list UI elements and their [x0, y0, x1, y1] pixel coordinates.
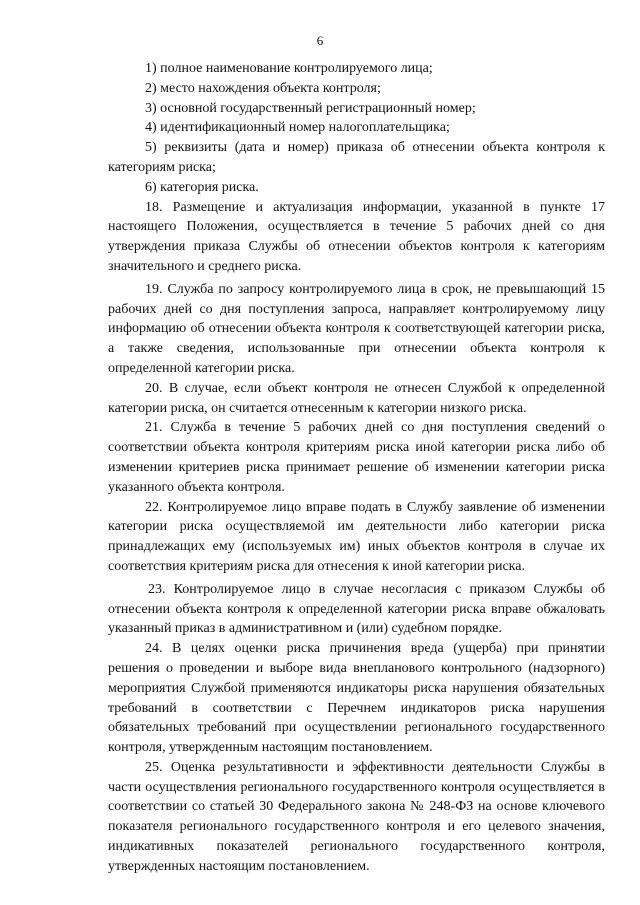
paragraph-22: 22. Контролируемое лицо вправе подать в Службу заявление об изменении категории риска осуществляемой им деятельности либо категории риска принадлежащих ему (используемых им) иных объектов контроля в случае их соответствия критериям риска для отнесения к иной категории риска. — [108, 499, 605, 574]
paragraph-25: 25. Оценка результативности и эффективности деятельности Службы в части осуществления регионального государственного контроля осуществляется в соответствии со статьей 30 Федерального закона № 248-ФЗ на основе ключевого показателя регионального государственного контроля и его целевого значения, индикативных показателей регионального государственного контроля, утвержденных настоящим постановлением. — [108, 759, 605, 874]
page-number: 6 — [316, 33, 324, 48]
paragraph-23: 23. Контролируемое лицо в случае несогласия с приказом Службы об отнесении объекта контроля к определенной категории риска вправе обжаловать указанный приказ в административном и (или) судебном порядке. — [108, 581, 605, 637]
list-item: 5) реквизиты (дата и номер) приказа об отнесении объекта контроля к категориям риска; — [108, 140, 605, 175]
list-item: 4) идентификационный номер налогоплательщика; — [145, 120, 450, 136]
list-item: 2) место нахождения объекта контроля; — [145, 80, 381, 96]
paragraph-21: 21. Служба в течение 5 рабочих дней со дня поступления сведений о соответствии объекта контроля критериям риска иной категории риска либо об изменении критериев риска принимает решение об изменении категории риска указанного объекта контроля. — [108, 420, 605, 495]
list-item: 1) полное наименование контролируемого лица; — [145, 61, 433, 76]
paragraph-19: 19. Служба по запросу контролируемого лица в срок, не превышающий 15 рабочих дней со дня поступления запроса, направляет контролируемому лицу информацию об отнесении объекта контроля к соответствующей категории риска, а также сведения, использованные при отнесении объекта контроля к определенной категории риска. — [108, 281, 605, 376]
paragraph-20: 20. В случае, если объект контроля не отнесен Службой к определенной категории риска, он считается отнесенным к категории низкого риска. — [108, 380, 605, 416]
list-item: 6) категория риска. — [145, 179, 259, 195]
paragraph-24: 24. В целях оценки риска причинения вреда (ущерба) при принятии решения о проведении и выборе вида внепланового контрольного (надзорного) мероприятия Службой применяются индикаторы риска нарушения обязательных требований в соответствии с Перечнем индикаторов риска нарушения обязательных требований при осуществлении регионального государственного контроля, утвержденным настоящим постановлением. — [108, 641, 605, 756]
paragraph-18: 18. Размещение и актуализация информации, указанной в пункте 17 настоящего Положения, осуществляется в течение 5 рабочих дней со дня утверждения приказа Службы об отнесении объектов контроля к категориям значительного и среднего риска. — [108, 199, 605, 274]
list-item: 3) основной государственный регистрационный номер; — [145, 100, 476, 116]
document-body — [108, 59, 605, 877]
